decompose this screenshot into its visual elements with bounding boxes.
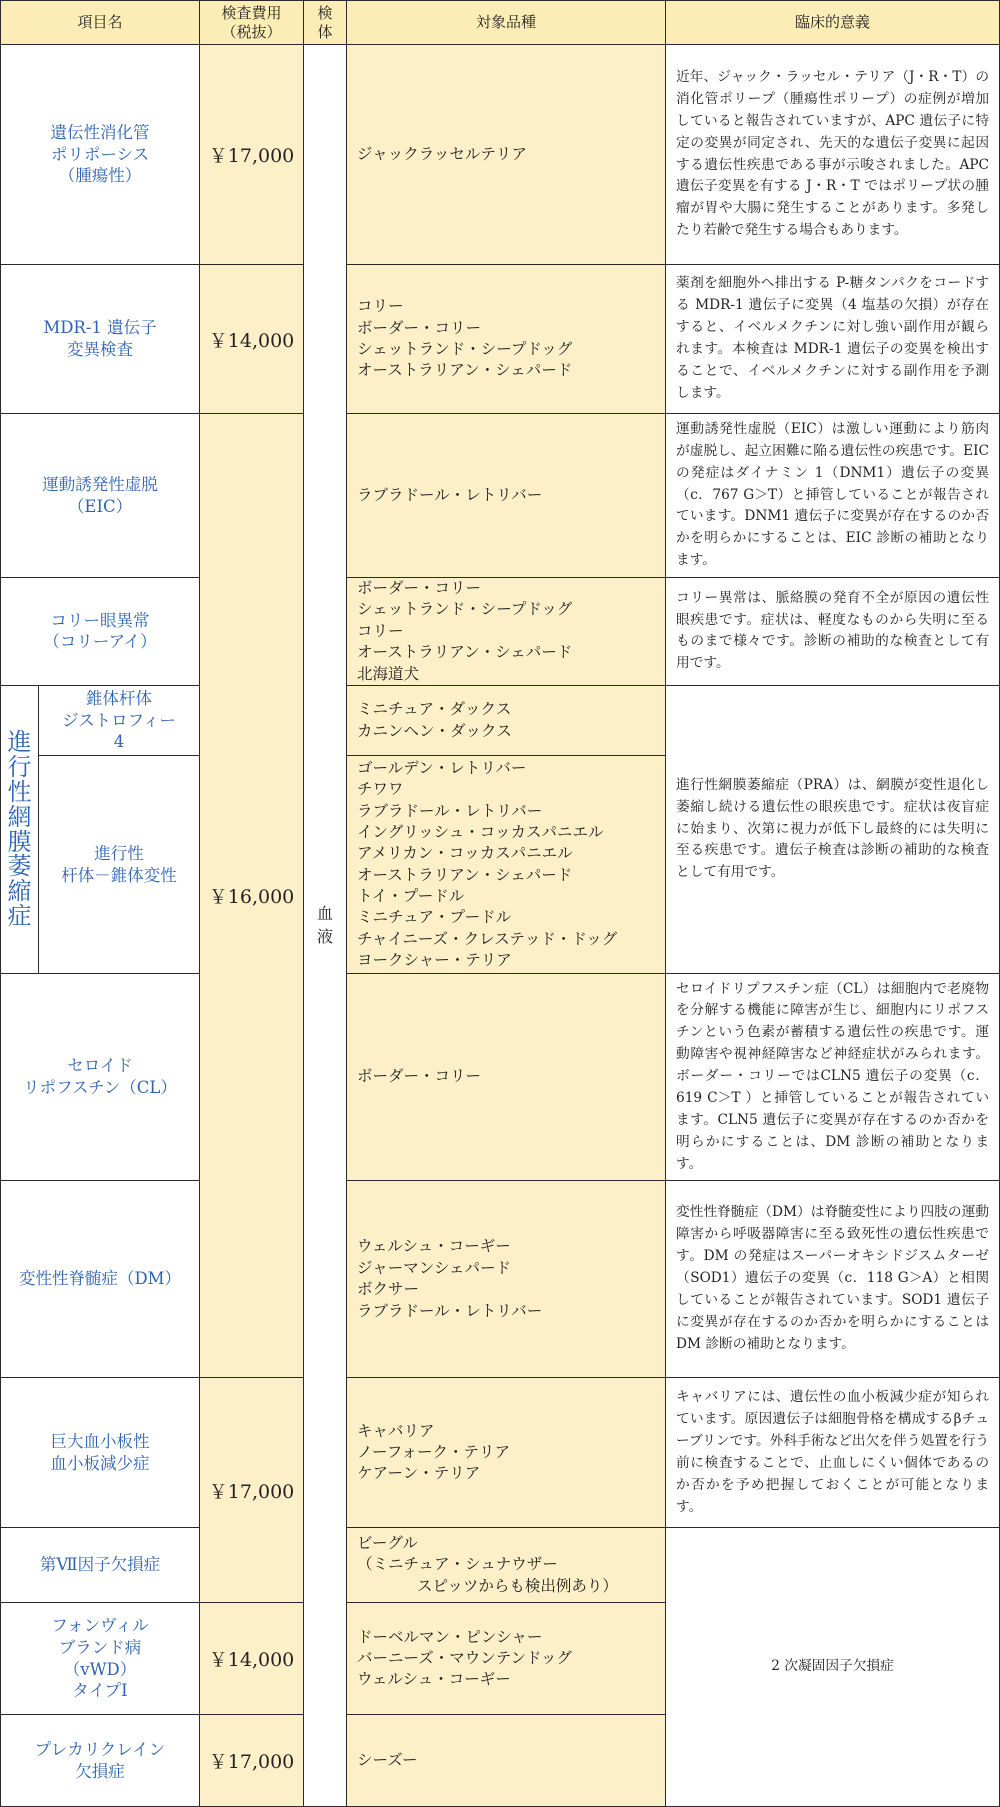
header-significance: 臨床的意義	[666, 1, 1000, 45]
clinical-significance: 進行性網膜萎縮症（PRA）は、網膜が変性退化し萎縮し続ける遺伝性の眼疾患です。症状は夜盲症に始まり、次第に視力が低下し最終的には失明に至る疾患です。遺伝子検査は診断の補助的な検査として有用です。	[666, 685, 1000, 973]
breed-list: ラブラドール・レトリバー	[347, 414, 666, 578]
table-row	[1, 265, 1000, 414]
clinical-significance: セロイドリプフスチン症（CL）は細胞内で老廃物を分解する機能に障害が生じ、細胞内にリポフスチンという色素が蓄積する遺伝性の疾患です。運動障害や視神経障害など神経症状がみられます。ボーダー・コリーではCLN5 遺伝子の変異（c．619 C＞T ）と挿管していることが報告されています。CLN5 遺伝子に変異が存在するのか否かを明らかにすることは、DM 診断の補助となります。	[666, 974, 1000, 1181]
specimen-cell: 血 液	[304, 45, 347, 1807]
pra-group-char: 縮	[7, 877, 32, 906]
header-item: 項目名	[1, 1, 200, 45]
pra-group-char: 性	[7, 777, 32, 806]
pra-group-char: 行	[7, 752, 32, 781]
table-row	[1, 1181, 1000, 1378]
test-name: 変性性脊髄症（DM）	[1, 1181, 200, 1378]
clinical-significance: 変性性脊髄症（DM）は脊髄変性により四肢の運動障害から呼吸器障害に至る致死性の遺伝性疾患です。DM の発症はスーパーオキシドジスムターゼ（SOD1）遺伝子の変異（c．118 G＞A）と相関していることが報告されています。SOD1 遺伝子に変異が存在するのか否かを明らかにすることは DM 診断の補助となります。	[666, 1181, 1000, 1378]
test-name: セロイド リポフスチン（CL）	[1, 974, 200, 1181]
breed-list: ボーダー・コリー	[347, 974, 666, 1181]
test-name: MDR-1 遺伝子 変異検査	[1, 265, 200, 414]
test-fee: ￥14,000	[200, 265, 304, 414]
breed-list: コリー ボーダー・コリー シェットランド・シープドッグ オーストラリアン・シェパード	[347, 265, 666, 414]
test-name: 第Ⅶ因子欠損症	[1, 1528, 200, 1603]
table-row	[1, 1528, 1000, 1603]
test-fee: ￥14,000	[200, 1603, 304, 1715]
pra-group-char: 進	[7, 727, 32, 756]
header-row	[1, 1, 1000, 45]
pra-group-char: 網	[7, 802, 32, 831]
clinical-significance: 2 次凝固因子欠損症	[666, 1528, 1000, 1807]
test-name: 運動誘発性虚脱 （EIC）	[1, 414, 200, 578]
table-row	[1, 45, 1000, 265]
test-name: 進行性 杆体－錐体変性	[39, 756, 200, 974]
breed-list: ミニチュア・ダックス カニンヘン・ダックス	[347, 685, 666, 755]
clinical-significance: キャバリアには、遺伝性の血小板減少症が知られています。原因遺伝子は細胞骨格を構成するβチューブリンです。外科手術など出欠を伴う処置を行う前に検査することで、止血しにくい個体であるのか否かを予め把握しておくことが可能となります。	[666, 1378, 1000, 1528]
pra-group-label	[1, 685, 39, 973]
breed-list: ドーベルマン・ピンシャー バーニーズ・マウンテンドッグ ウェルシュ・コーギー	[347, 1603, 666, 1715]
clinical-significance: コリー異常は、脈絡膜の発育不全が原因の遺伝性眼疾患です。症状は、軽度なものから失明に至るものまで様々です。診断の補助的な検査として有用です。	[666, 578, 1000, 686]
header-fee: 検査費用 （税抜）	[200, 1, 304, 45]
breed-list: ジャックラッセルテリア	[347, 45, 666, 265]
breed-list: ゴールデン・レトリバー チワワ ラブラドール・レトリバー イングリッシュ・コッカスパニエル アメリカン・コッカスパニエル オーストラリアン・シェパード トイ・プードル ミニチュア・プードル チャイニーズ・クレステッド・ドッグ ヨークシャー・テリア	[347, 756, 666, 974]
pra-group-char: 症	[7, 902, 32, 931]
breed-list: ウェルシュ・コーギー ジャーマンシェパード ボクサー ラブラドール・レトリバー	[347, 1181, 666, 1378]
test-name: 遺伝性消化管 ポリポーシス （腫瘍性）	[1, 45, 200, 265]
table-row	[1, 974, 1000, 1181]
table-row	[1, 578, 1000, 686]
clinical-significance: 薬剤を細胞外へ排出する P-糖タンパクをコードする MDR-1 遺伝子に変異（4 塩基の欠損）が存在すると、イベルメクチンに対し強い副作用が観られます。本検査は MDR-1 遺伝子の変異を検出することで、イベルメクチンに対する副作用を予測します。	[666, 265, 1000, 414]
pra-group-char: 萎	[7, 852, 32, 881]
pra-group-char: 膜	[7, 827, 32, 856]
header-breeds: 対象品種	[347, 1, 666, 45]
test-name: 巨大血小板性 血小板減少症	[1, 1378, 200, 1528]
header-specimen: 検 体	[304, 1, 347, 45]
test-fee: ￥17,000	[200, 1715, 304, 1807]
breed-list: ビーグル （ミニチュア・シュナウザー スピッツからも検出例あり）	[347, 1528, 666, 1603]
test-fee: ￥16,000	[200, 414, 304, 1378]
table-row	[1, 1378, 1000, 1528]
test-fee: ￥17,000	[200, 1378, 304, 1603]
pra-group-text	[1, 727, 38, 931]
test-name: プレカリクレイン 欠損症	[1, 1715, 200, 1807]
table-row	[1, 414, 1000, 578]
breed-list: キャバリア ノーフォーク・テリア ケアーン・テリア	[347, 1378, 666, 1528]
test-fee: ￥17,000	[200, 45, 304, 265]
test-name: コリー眼異常 （コリーアイ）	[1, 578, 200, 686]
test-name: 錐体杆体 ジストロフィー 4	[39, 685, 200, 755]
breed-list: ボーダー・コリー シェットランド・シープドッグ コリー オーストラリアン・シェパード 北海道犬	[347, 578, 666, 686]
breed-list: シーズー	[347, 1715, 666, 1807]
clinical-significance: 近年、ジャック・ラッセル・テリア（J・R・T）の消化管ポリープ（腫瘍性ポリープ）の症例が増加していると報告されていますが、APC 遺伝子に特定の変異が同定され、先天的な遺伝子変異に起因する遺伝性疾患である事が示唆されました。APC 遺伝子変異を有する J・R・T ではポリープ状の腫瘤が胃や大腸に発生することがあります。多発したり若齢で発生する場合もあります。	[666, 45, 1000, 265]
table-row	[1, 685, 1000, 755]
test-name: フォンヴィル ブランド病 （vWD） タイプⅠ	[1, 1603, 200, 1715]
clinical-significance: 運動誘発性虚脱（EIC）は激しい運動により筋肉が虚脱し、起立困難に陥る遺伝性の疾患です。EIC の発症はダイナミン 1（DNM1）遺伝子の変異（c．767 G＞T）と挿管していることが報告されています。DNM1 遺伝子に変異が存在するのか否かを明らかにすることは、EIC 診断の補助となります。	[666, 414, 1000, 578]
